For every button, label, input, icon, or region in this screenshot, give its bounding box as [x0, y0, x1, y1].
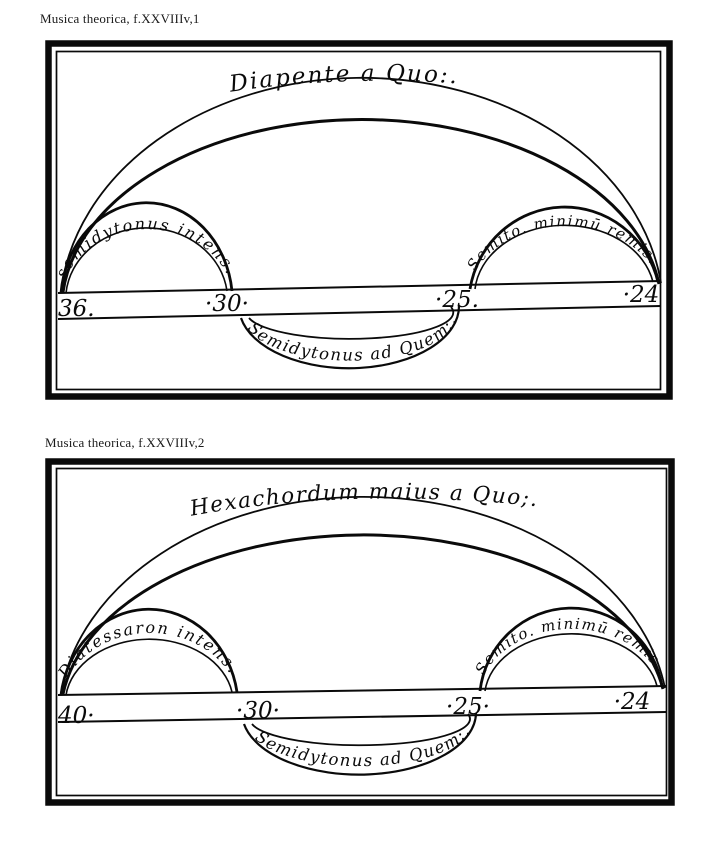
figure1-woodcut	[45, 40, 673, 400]
figure2-caption: Musica theorica, f.XXVIIIv,2	[45, 435, 205, 450]
left-arc-label	[52, 214, 242, 281]
right-arc-label-text: Semito. minimū remis.	[463, 211, 663, 274]
bottom-arc-label-text: Semidytonus ad Quem:.	[244, 313, 461, 365]
bottom-arc-label-text: Semidytonus ad Quem:.	[251, 722, 475, 771]
diapente-arc-outer	[61, 78, 661, 291]
number-36: 36.	[58, 296, 95, 322]
hexachord-arc-outer	[61, 497, 665, 693]
left-arc-label-text: Diatessaron intens.	[54, 617, 244, 682]
right-arc-label-text: Semito. minimū remis.	[471, 614, 669, 678]
number-40: 40·	[58, 703, 95, 729]
left-arc-label-text: semidytonus intens.	[51, 213, 242, 282]
left-arc-label	[53, 618, 243, 682]
right-arc-label	[463, 212, 662, 274]
top-arc-label-text: Diapente a Quo:.	[227, 60, 460, 98]
figure1-diagram	[45, 40, 673, 400]
number-25: ·25.	[435, 287, 479, 313]
string-band-top-line	[58, 686, 666, 695]
string-band-top-line	[58, 281, 661, 293]
top-arc-label-text: Hexachordum maius a Quo;.	[188, 479, 540, 522]
figure2-diagram	[45, 458, 675, 806]
number-30: ·30·	[236, 698, 280, 724]
number-24: ·24	[613, 689, 651, 715]
string-band-bottom-line	[58, 306, 661, 319]
figure1-caption: Musica theorica, f.XXVIIIv,1	[40, 11, 200, 26]
top-arc-label	[227, 61, 460, 98]
number-25: ·25·	[446, 694, 490, 720]
number-24: ·24	[622, 282, 660, 308]
string-band-bottom-line	[58, 712, 666, 722]
number-30: ·30·	[205, 291, 249, 317]
figure2-woodcut	[45, 458, 675, 806]
diapente-arc-inner	[63, 120, 659, 292]
